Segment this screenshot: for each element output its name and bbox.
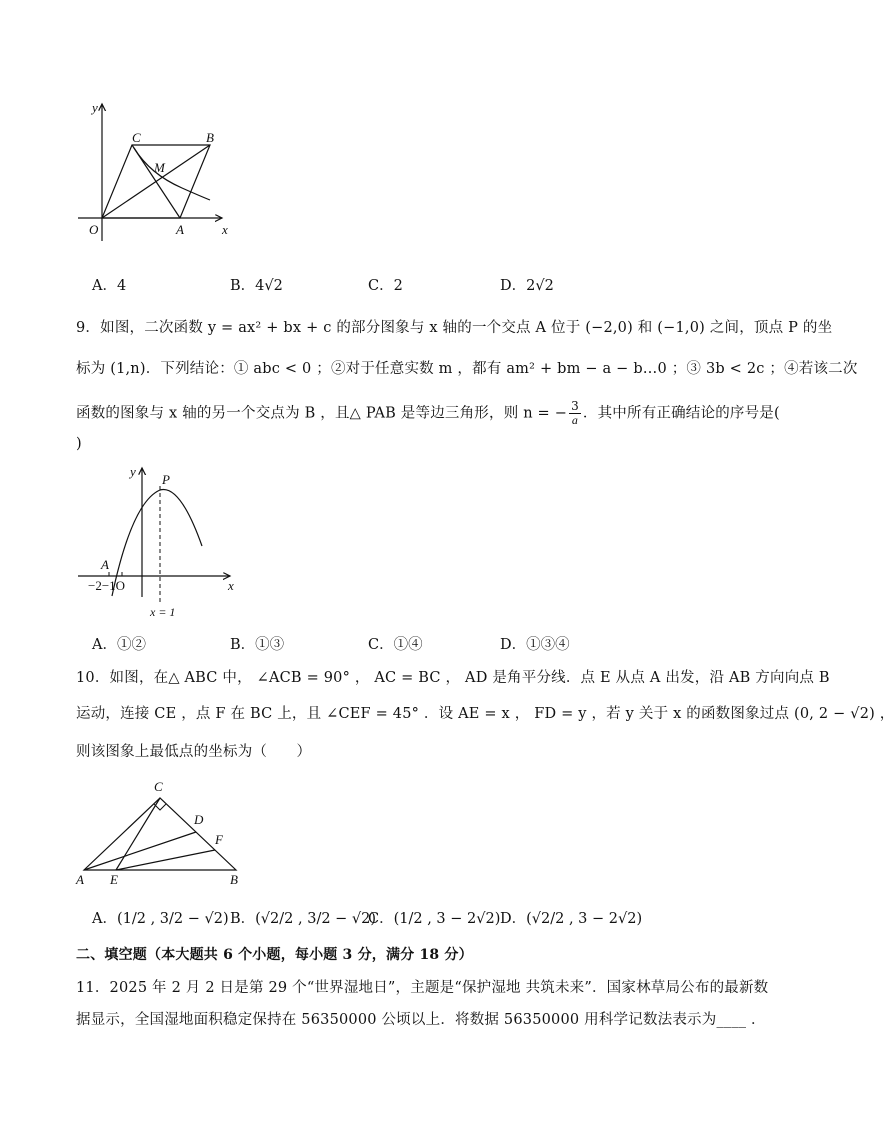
q10-figure <box>72 776 252 888</box>
q9-label-a: A <box>101 557 109 572</box>
q9-line-1: 9．如图，二次函数 y = ax² + bx + c 的部分图象与 x 轴的一个交点 A 位于 (−2,0) 和 (−1,0) 之间，顶点 P 的坐 <box>76 320 833 336</box>
q9-option-a: A．①② <box>92 637 146 653</box>
q10-option-a: A．(1/2 , 3/2 − √2) <box>92 911 229 927</box>
q10-label-d: D <box>194 812 204 827</box>
q8-label-o: O <box>89 222 99 237</box>
q8-label-a: A <box>176 222 184 237</box>
q8-label-y: y <box>92 100 98 115</box>
q9-parabola <box>112 489 202 596</box>
q8-label-x: x <box>222 222 228 237</box>
q10-triangle <box>84 798 236 870</box>
q10-label-f: F <box>215 832 223 847</box>
q10-line-3: 则该图象上最低点的坐标为（ ） <box>76 744 312 760</box>
q10-option-d: D．(√2/2 , 3 − 2√2) <box>500 911 643 927</box>
q9-line-3-end: ．其中所有正确结论的序号是( <box>582 405 780 422</box>
q9-option-b: B．①③ <box>230 637 285 653</box>
q10-segment-ad <box>84 832 196 870</box>
q10-label-c: C <box>154 779 163 794</box>
q9-option-d: D．①③④ <box>500 637 570 653</box>
q9-line-2: 标为 (1,n)．下列结论：① abc < 0 ；②对于任意实数 m ，都有 am² + bm − a − b…0 ；③ 3b < 2c ；④若该二次 <box>76 361 858 377</box>
q9-axis-label: x = 1 <box>150 605 176 619</box>
q9-line-4: ) <box>76 436 82 452</box>
q8-label-c: C <box>132 130 141 145</box>
q9-tick-labels: −2−1O <box>88 578 126 593</box>
q9-fraction-den: a <box>571 413 579 427</box>
q9-figure <box>72 462 242 622</box>
q9-label-x: x <box>228 578 234 593</box>
q9-fraction-num: 3 <box>571 399 579 413</box>
q8-option-d: D．2√2 <box>500 278 554 294</box>
q10-line-2: 运动，连接 CE ，点 F 在 BC 上，且 ∠CEF = 45° ．设 AE = x ， FD = y ，若 y 关于 x 的函数图象过点 (0, 2 − √2) ， <box>76 706 895 722</box>
q9-fraction <box>569 400 581 427</box>
q9-line-3 <box>76 400 780 427</box>
q8-option-a: A．4 <box>92 278 127 294</box>
q10-label-a: A <box>76 872 84 887</box>
q11-line-1: 11．2025 年 2 月 2 日是第 29 个“世界湿地日”，主题是“保护湿地 共筑未来”．国家林草局公布的最新数 <box>76 980 769 996</box>
q10-label-e: E <box>110 872 118 887</box>
q10-line-1: 10．如图，在△ ABC 中， ∠ACB = 90° ， AC = BC ， AD 是角平分线．点 E 从点 A 出发，沿 AB 方向向点 B <box>76 670 830 686</box>
q9-option-c: C．①④ <box>368 637 423 653</box>
q8-label-b: B <box>206 130 214 145</box>
q10-option-b: B．(√2/2 , 3/2 − √2) <box>230 911 377 927</box>
section-2-title: 二、填空题（本大题共 6 个小题，每小题 3 分，满分 18 分） <box>76 947 473 963</box>
q8-option-c: C．2 <box>368 278 403 294</box>
q10-option-c: C．(1/2 , 3 − 2√2) <box>368 911 501 927</box>
q8-label-m: M <box>154 160 165 175</box>
q8-option-b: B．4√2 <box>230 278 283 294</box>
q9-label-y: y <box>130 464 136 479</box>
q8-figure <box>72 96 242 246</box>
q11-line-2: 据显示，全国湿地面积稳定保持在 56350000 公顷以上．将数据 56350000 用科学记数法表示为____ ． <box>76 1012 766 1028</box>
q9-line-3-start: 函数的图象与 x 轴的另一个交点为 B ，且△ PAB 是等边三角形，则 n = − <box>76 405 568 422</box>
q9-label-p: P <box>162 472 170 487</box>
q10-label-b: B <box>230 872 238 887</box>
q10-segment-ef <box>116 850 215 870</box>
